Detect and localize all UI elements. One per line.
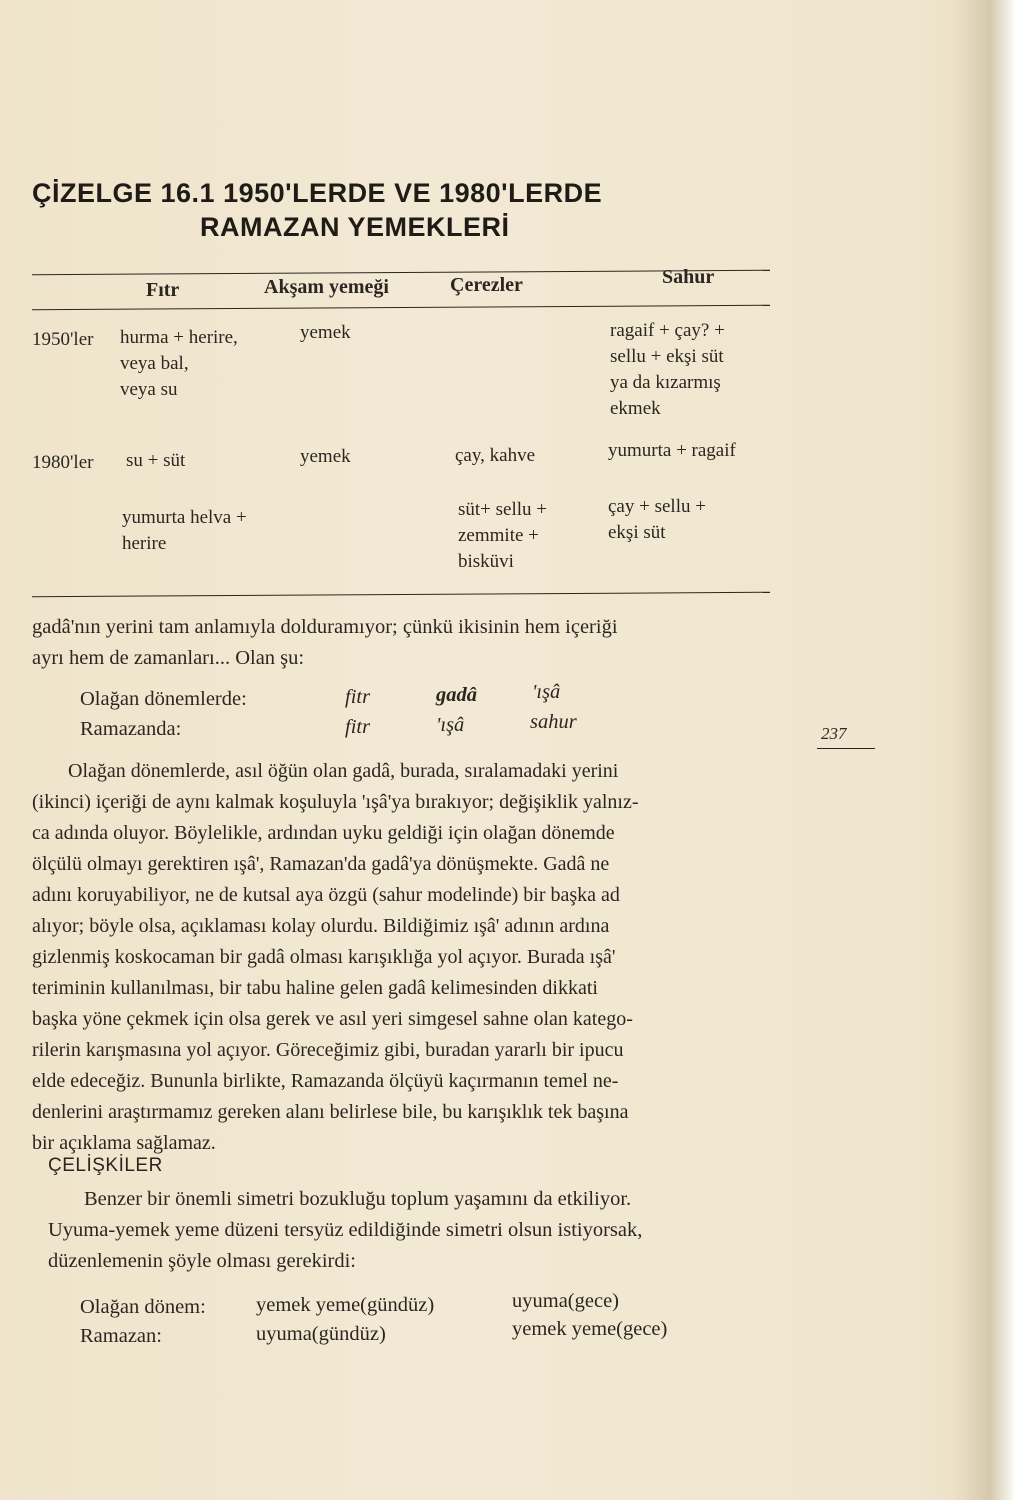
cell-line: süt+ sellu + (458, 499, 547, 520)
schema1-row1-c: 'ışâ (532, 681, 561, 703)
text-line: teriminin kullanılması, bir tabu haline gelen gadâ kelimesinden dikkati (32, 977, 598, 999)
cell-1950-fitr (120, 325, 238, 403)
cell-1980b-cerez (458, 497, 547, 575)
cell-line: ekşi süt (608, 522, 666, 543)
text-line: adını koruyabiliyor, ne de kutsal aya özgü (sahur modelinde) bir başka ad (32, 884, 620, 906)
chart-number: ÇİZELGE 16.1 (32, 178, 216, 208)
cell-1980b-sahur (608, 494, 706, 546)
table-header-rule (32, 305, 770, 311)
schema2-row1-a: yemek yeme(gündüz) (256, 1294, 435, 1316)
text-line: Uyuma-yemek yeme düzeni tersyüz edildiğinde simetri olsun istiyorsak, (48, 1219, 643, 1241)
schema2-row2-b: yemek yeme(gece) (512, 1318, 668, 1340)
cell-line: hurma + herire, (120, 327, 238, 348)
chart-title-line2: RAMAZAN YEMEKLERİ (200, 212, 510, 242)
text-line: rilerin karışmasına yol açıyor. Göreceğimiz gibi, buradan yararlı bir ipucu (32, 1039, 624, 1061)
schema1-row1-a: fitr (345, 686, 371, 708)
cell-line: zemmite + (458, 525, 539, 546)
text-line: bir açıklama sağlamaz. (32, 1132, 216, 1154)
row-period-1980: 1980'ler (32, 452, 94, 473)
cell-line: veya su (120, 379, 178, 400)
cell-line: çay + sellu + (608, 496, 706, 517)
chart-title-line1: 1950'LERDE VE 1980'LERDE (223, 178, 603, 208)
cell-1980-cerez: çay, kahve (455, 445, 535, 466)
text-line: gadâ'nın yerini tam anlamıyla dolduramıyor; çünkü ikisinin hem içeriği (32, 616, 618, 638)
schema1-row2-a: fitr (345, 716, 371, 738)
cell-1980-fitr: su + süt (126, 450, 186, 471)
page-number: 237 (821, 724, 847, 743)
schema2-row2-a: uyuma(gündüz) (256, 1323, 386, 1345)
table-header-cerezler: Çerezler (450, 274, 523, 296)
text-line: denlerini araştırmamız gereken alanı belirlese bile, bu karışıklık tek başına (32, 1101, 629, 1123)
text-line: gizlenmiş koskocaman bir gadâ olması karışıklığa yol açıyor. Burada ışâ' (32, 946, 616, 968)
cell-1980b-fitr (122, 505, 247, 557)
page-number-rule (817, 748, 875, 749)
schema1-row1-b: gadâ (436, 684, 477, 706)
cell-1980-sahur: yumurta + ragaif (608, 440, 736, 461)
text-line: alıyor; böyle olsa, açıklaması kolay olurdu. Bildiğimiz ışâ' adının ardına (32, 915, 610, 937)
table-header-aksam: Akşam yemeği (264, 276, 389, 298)
paragraph-1 (32, 612, 777, 674)
text-line: ca adında oluyor. Böylelikle, ardından uyku geldiği için olağan dönemde (32, 822, 615, 844)
chart-title (32, 176, 602, 244)
schema2-row1-label: Olağan dönem: (80, 1296, 206, 1318)
paragraph-2 (32, 756, 777, 1159)
cell-line: veya bal, (120, 353, 189, 374)
schema1-row2-c: sahur (530, 711, 577, 733)
schema1-row2-label: Ramazanda: (80, 718, 182, 740)
text-line: elde edeceğiz. Bununla birlikte, Ramazanda ölçüyü kaçırmanın temel ne- (32, 1070, 619, 1092)
cell-line: yumurta helva + (122, 507, 247, 528)
table-top-rule (32, 270, 770, 276)
cell-1980-aksam: yemek (300, 446, 351, 467)
page-edge-shadow (954, 0, 1014, 1500)
text-line: düzenlemenin şöyle olması gerekirdi: (48, 1250, 356, 1272)
schema2-row2-label: Ramazan: (80, 1325, 162, 1347)
table-bottom-rule (32, 592, 770, 598)
cell-1950-aksam: yemek (300, 322, 351, 343)
schema1-row2-b: 'ışâ (436, 714, 465, 736)
cell-line: herire (122, 533, 167, 554)
cell-line: bisküvi (458, 551, 514, 572)
cell-line: sellu + ekşi süt (610, 346, 724, 367)
text-line: ölçülü olmayı gerektiren ışâ', Ramazan'da gadâ'ya dönüşmekte. Gadâ ne (32, 853, 610, 875)
text-line: Benzer bir önemli simetri bozukluğu toplum yaşamını da etkiliyor. (84, 1188, 632, 1210)
row-period-1950: 1950'ler (32, 329, 94, 350)
schema1-row1-label: Olağan dönemlerde: (80, 688, 247, 710)
text-line: (ikinci) içeriği de aynı kalmak koşuluyla 'ışâ'ya bırakıyor; değişiklik yalnız- (32, 791, 639, 813)
text-line: Olağan dönemlerde, asıl öğün olan gadâ, burada, sıralamadaki yerini (68, 760, 619, 782)
table-header-fitr: Fıtr (146, 279, 180, 301)
text-line: ayrı hem de zamanları... Olan şu: (32, 647, 305, 669)
section-heading: ÇELİŞKİLER (48, 1155, 163, 1176)
schema2-row1-b: uyuma(gece) (512, 1290, 619, 1312)
cell-1950-sahur (610, 318, 725, 422)
cell-line: ya da kızarmış (610, 372, 721, 393)
text-line: başka yöne çekmek için olsa gerek ve asıl yeri simgesel sahne olan katego- (32, 1008, 633, 1030)
table-header-sahur: Sahur (662, 266, 715, 288)
cell-line: ragaif + çay? + (610, 320, 725, 341)
cell-line: ekmek (610, 398, 661, 419)
paragraph-3 (32, 1184, 792, 1277)
